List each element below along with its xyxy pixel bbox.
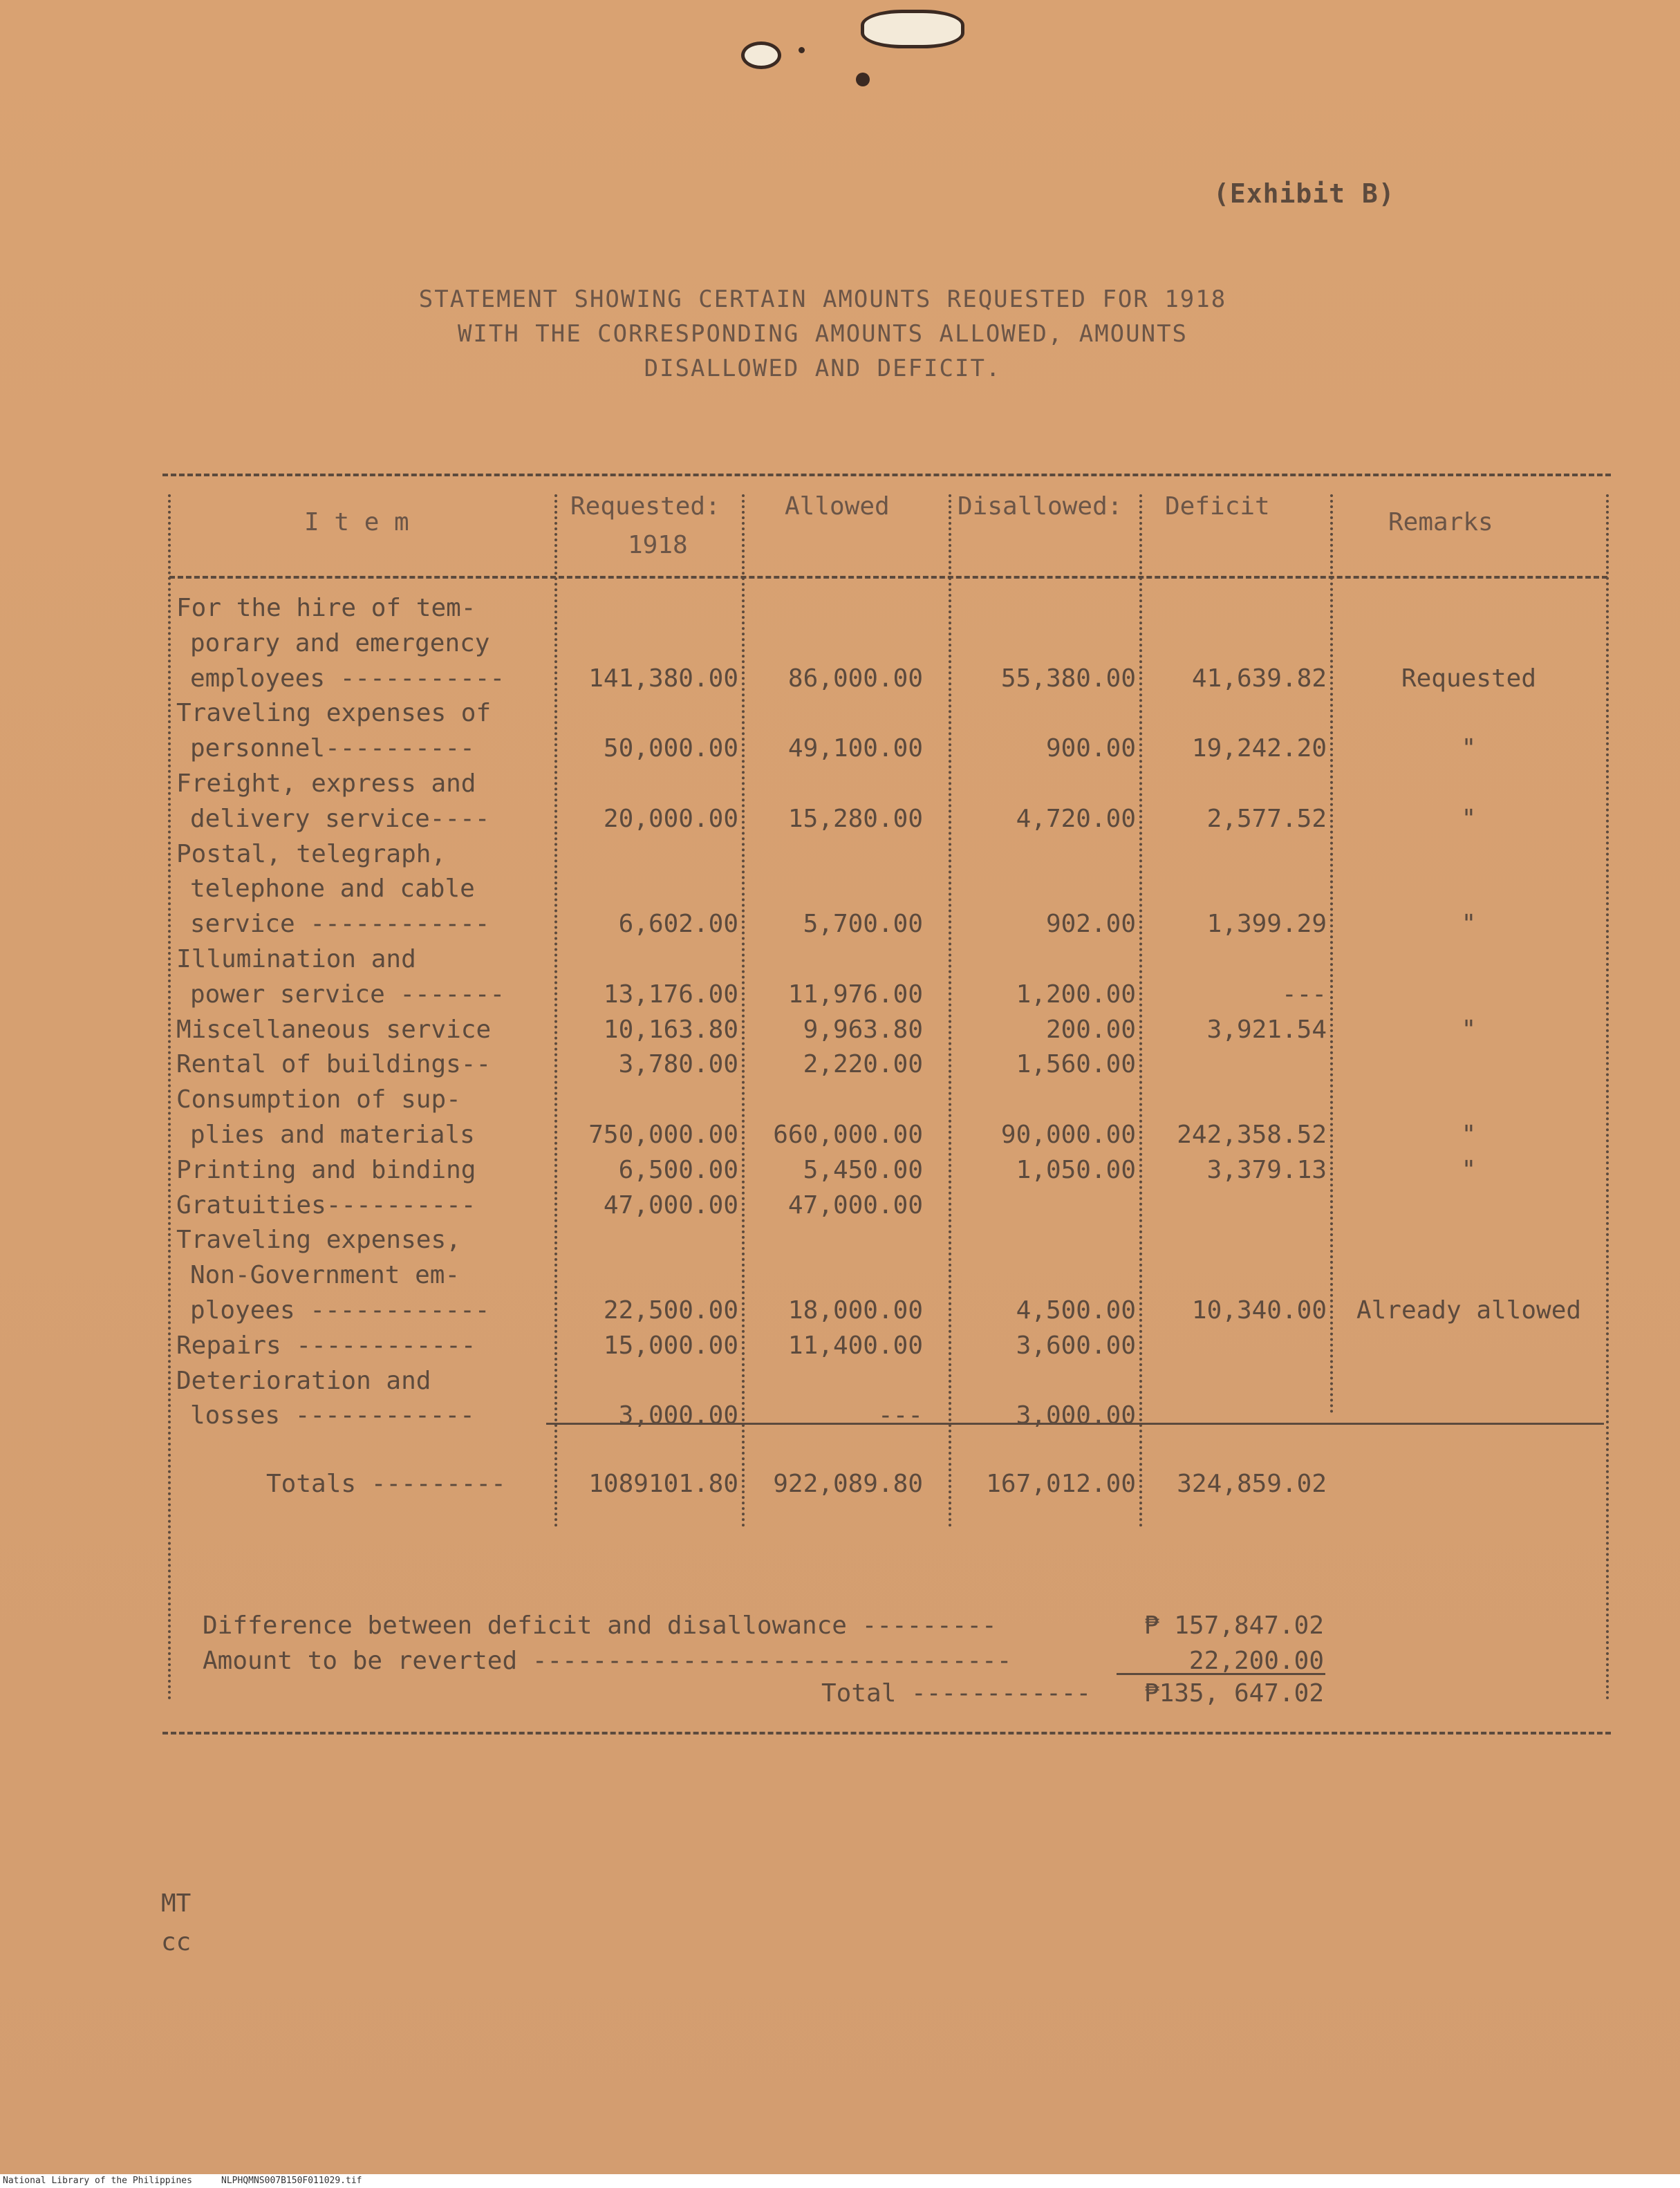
- cell-requested: 47,000.00: [603, 1190, 738, 1219]
- cell-disallowed: 1,050.00: [1016, 1155, 1136, 1184]
- column-separator: [949, 494, 951, 1528]
- cell-allowed: 9,963.80: [803, 1015, 923, 1044]
- column-separator: [168, 494, 171, 1701]
- header-requested: Requested:: [570, 492, 720, 521]
- cell-requested: 22,500.00: [603, 1296, 738, 1325]
- item-description-line: Traveling expenses,: [176, 1226, 461, 1255]
- cell-remarks: ": [1461, 1015, 1477, 1044]
- item-description-line: Freight, express and: [176, 769, 476, 798]
- cell-allowed: 49,100.00: [787, 734, 923, 763]
- item-description-line: Consumption of sup-: [176, 1085, 461, 1114]
- summary-rule: [1117, 1673, 1325, 1675]
- cell-deficit: 19,242.20: [1191, 734, 1327, 763]
- typist-initials: [161, 1885, 191, 1962]
- header-deficit: Deficit: [1165, 492, 1270, 521]
- cell-allowed: 86,000.00: [787, 664, 923, 693]
- cell-remarks: Already allowed: [1356, 1296, 1582, 1325]
- cell-remarks: ": [1461, 804, 1477, 833]
- cell-deficit: 242,358.52: [1177, 1121, 1327, 1149]
- item-description-line: Deterioration and: [176, 1366, 431, 1395]
- cell-deficit: ---: [1281, 980, 1327, 1009]
- cell-remarks: ": [1461, 1121, 1477, 1149]
- item-description-line: ployees ------------: [190, 1296, 490, 1325]
- cell-allowed: 15,280.00: [787, 804, 923, 833]
- cell-disallowed: 3,000.00: [1016, 1401, 1136, 1430]
- totals-disallowed: 167,012.00: [986, 1470, 1136, 1498]
- cell-deficit: 41,639.82: [1191, 664, 1327, 693]
- cell-requested: 750,000.00: [588, 1121, 738, 1149]
- cell-requested: 50,000.00: [603, 734, 738, 763]
- item-description-line: power service -------: [190, 980, 505, 1009]
- column-separator: [1606, 494, 1609, 1701]
- item-description-line: losses ------------: [190, 1401, 475, 1430]
- header-item: I t e m: [304, 508, 409, 536]
- cell-disallowed: 1,200.00: [1016, 980, 1136, 1009]
- cell-deficit: 10,340.00: [1191, 1296, 1327, 1325]
- cell-allowed: ---: [877, 1401, 923, 1430]
- column-separator: [742, 494, 745, 1528]
- ink-speck: [856, 73, 870, 86]
- summary-difference-value: ₱ 157,847.02: [1144, 1611, 1324, 1640]
- cell-disallowed: 55,380.00: [1000, 664, 1136, 693]
- cell-remarks: Requested: [1401, 664, 1537, 693]
- cell-disallowed: 1,560.00: [1016, 1050, 1136, 1079]
- footer-library: National Library of the Philippines: [3, 2176, 192, 2186]
- cell-remarks: ": [1461, 1155, 1477, 1184]
- title-line: STATEMENT SHOWING CERTAIN AMOUNTS REQUESTED FOR 1918: [418, 286, 1227, 313]
- header-remarks: Remarks: [1388, 508, 1493, 536]
- item-description-line: plies and materials: [190, 1121, 475, 1149]
- cell-deficit: 3,379.13: [1206, 1155, 1327, 1184]
- header-divider: [169, 576, 1607, 579]
- totals-rule: [546, 1423, 1604, 1425]
- cell-allowed: 5,700.00: [803, 910, 923, 939]
- cell-deficit: 1,399.29: [1206, 910, 1327, 939]
- item-description-line: For the hire of tem-: [176, 594, 476, 622]
- title-line: DISALLOWED AND DEFICIT.: [644, 355, 1002, 382]
- cell-disallowed: 4,720.00: [1016, 804, 1136, 833]
- cell-requested: 6,500.00: [618, 1155, 738, 1184]
- cell-remarks: ": [1461, 734, 1477, 763]
- cell-disallowed: 90,000.00: [1000, 1121, 1136, 1149]
- table-top-border: [162, 474, 1611, 476]
- cell-allowed: 2,220.00: [803, 1050, 923, 1079]
- totals-allowed: 922,089.80: [773, 1470, 923, 1498]
- column-separator: [1330, 494, 1333, 1414]
- cell-deficit: 2,577.52: [1206, 804, 1327, 833]
- punch-hole-right: [861, 10, 964, 48]
- item-description-line: delivery service----: [190, 804, 490, 833]
- header-disallowed: Disallowed:: [958, 492, 1123, 521]
- item-description-line: Printing and binding: [176, 1155, 476, 1184]
- item-description-line: Gratuities----------: [176, 1190, 476, 1219]
- column-separator: [554, 494, 557, 1528]
- cell-allowed: 5,450.00: [803, 1155, 923, 1184]
- cell-allowed: 660,000.00: [773, 1121, 923, 1149]
- cell-requested: 3,000.00: [618, 1401, 738, 1430]
- cell-disallowed: 3,600.00: [1016, 1331, 1136, 1360]
- cell-allowed: 47,000.00: [787, 1190, 923, 1219]
- item-description-line: employees -----------: [190, 664, 505, 693]
- item-description-line: Postal, telegraph,: [176, 839, 447, 868]
- cell-requested: 6,602.00: [618, 910, 738, 939]
- item-description-line: Illumination and: [176, 945, 416, 973]
- header-allowed: Allowed: [785, 492, 890, 521]
- summary-reverted-value: 22,200.00: [1188, 1647, 1324, 1675]
- cell-allowed: 11,400.00: [787, 1331, 923, 1360]
- item-description-line: porary and emergency: [190, 628, 490, 657]
- item-description-line: Rental of buildings--: [176, 1050, 492, 1079]
- summary-total-value: ₱135, 647.02: [1144, 1679, 1324, 1708]
- initials-line: MT: [161, 1889, 192, 1918]
- header-requested-year: 1918: [628, 531, 688, 559]
- table-bottom-border: [162, 1732, 1611, 1734]
- statement-title: [304, 282, 1341, 386]
- item-description-line: Non-Government em-: [190, 1261, 460, 1290]
- summary-difference-label: Difference between deficit and disallowance ---------: [203, 1611, 997, 1640]
- item-description-line: service ------------: [190, 910, 490, 939]
- cell-requested: 15,000.00: [603, 1331, 738, 1360]
- totals-deficit: 324,859.02: [1177, 1470, 1327, 1498]
- summary-total-label: Total ------------: [821, 1679, 1092, 1708]
- cell-disallowed: 4,500.00: [1016, 1296, 1136, 1325]
- archive-footer: [0, 2174, 1680, 2188]
- summary-reverted-label: Amount to be reverted --------------------------------: [203, 1647, 1012, 1675]
- item-description-line: Traveling expenses of: [176, 699, 492, 728]
- cell-disallowed: 902.00: [1045, 910, 1136, 939]
- cell-requested: 20,000.00: [603, 804, 738, 833]
- cell-disallowed: 900.00: [1045, 734, 1136, 763]
- cell-requested: 3,780.00: [618, 1050, 738, 1079]
- item-description-line: telephone and cable: [190, 875, 475, 904]
- cell-disallowed: 200.00: [1045, 1015, 1136, 1044]
- title-line: WITH THE CORRESPONDING AMOUNTS ALLOWED, AMOUNTS: [457, 320, 1188, 348]
- footer-filename: NLPHQMNS007B150F011029.tif: [221, 2176, 362, 2186]
- totals-requested: 1089101.80: [588, 1470, 738, 1498]
- item-description-line: Repairs ------------: [176, 1331, 476, 1360]
- item-description-line: Miscellaneous service: [176, 1015, 492, 1044]
- cell-allowed: 18,000.00: [787, 1296, 923, 1325]
- cell-deficit: 3,921.54: [1206, 1015, 1327, 1044]
- cell-allowed: 11,976.00: [787, 980, 923, 1009]
- exhibit-label: (Exhibit B): [1213, 178, 1395, 209]
- cell-remarks: ": [1461, 910, 1477, 939]
- totals-label: Totals ---------: [266, 1470, 506, 1498]
- item-description-line: personnel----------: [190, 734, 475, 763]
- cell-requested: 13,176.00: [603, 980, 738, 1009]
- punch-hole-left: [741, 41, 781, 69]
- cell-requested: 141,380.00: [588, 664, 738, 693]
- cell-requested: 10,163.80: [603, 1015, 738, 1044]
- column-separator: [1139, 494, 1142, 1528]
- ink-speck: [799, 47, 805, 53]
- initials-line: cc: [161, 1928, 192, 1956]
